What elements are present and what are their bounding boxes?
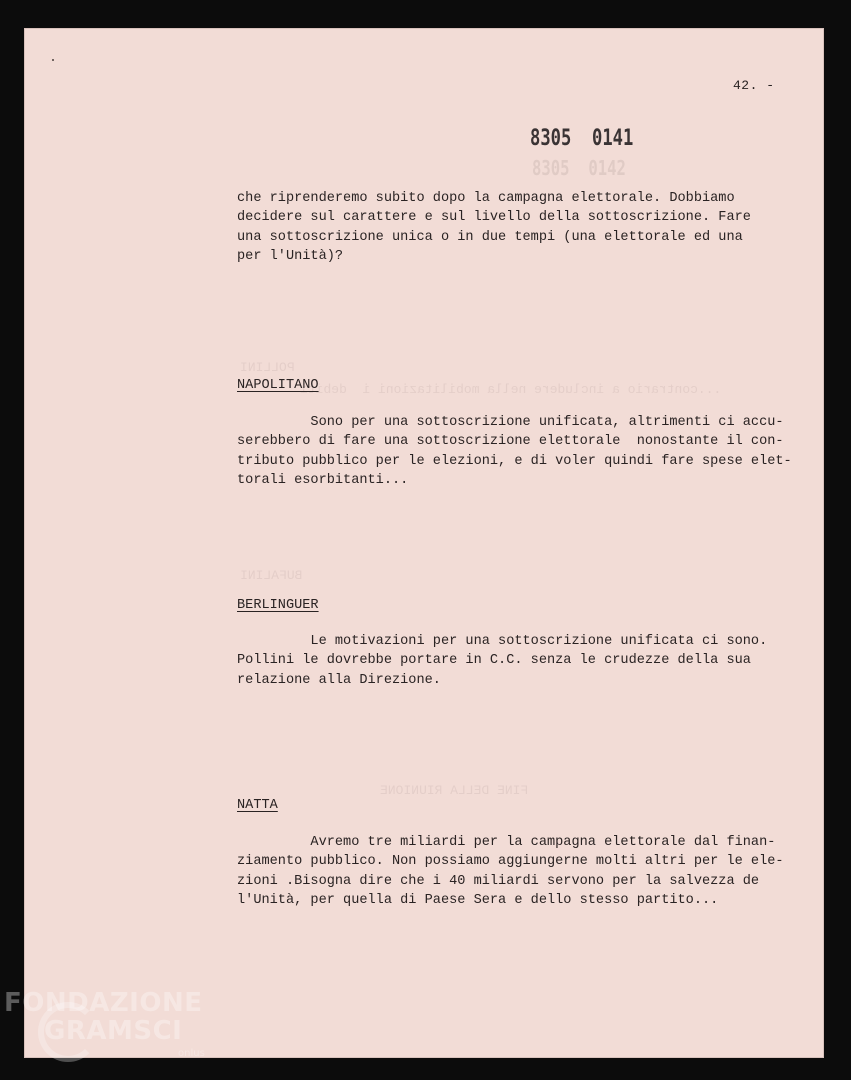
- page-number: 42. -: [733, 78, 775, 93]
- speaker-natta: NATTA: [237, 798, 278, 813]
- berlinguer-paragraph: Le motivazioni per una sottoscrizione unificata ci sono. Pollini le dovrebbe portare in C.C. senza le crudezze della sua relazione alla Direzione.: [237, 634, 768, 688]
- bleedthrough-text: POLLINI: [240, 360, 295, 375]
- bleedthrough-text: FINE DELLA RIUNIONE: [380, 783, 529, 798]
- speaker-berlinguer: BERLINGUER: [237, 598, 319, 613]
- watermark-line2: GRAMSCI: [44, 1016, 183, 1046]
- watermark-tag: onlus: [178, 1048, 205, 1059]
- archive-stamp-bleedthrough: 8305 0142: [532, 156, 626, 180]
- paper-speck: [52, 59, 54, 61]
- natta-paragraph: Avremo tre miliardi per la campagna elettorale dal finan- ziamento pubblico. Non possiamo aggiungerne molti altri per le ele- zioni .Bisogna dire che i 40 miliardi servono per la salvezza de l'Unità, per quella di Paese Sera e dello stesso partito...: [237, 835, 784, 908]
- napolitano-paragraph: Sono per una sottoscrizione unificata, altrimenti ci accu- serebbero di fare una sottoscrizione elettorale nonostante il con- tributo pubblico per le elezioni, e di voler quindi fare spese elet- torali esorbitanti...: [237, 415, 792, 488]
- fondazione-gramsci-watermark: [4, 988, 214, 1073]
- bleedthrough-text: BUFALINI: [240, 568, 303, 583]
- archive-stamp: 8305 0141: [530, 126, 634, 151]
- bleedthrough-text: ...contrario a includere nella mobilitazioni i debiti: [300, 382, 722, 397]
- speaker-napolitano: NAPOLITANO: [237, 378, 319, 393]
- watermark-line1: FONDAZIONE: [4, 988, 203, 1018]
- intro-paragraph: che riprenderemo subito dopo la campagna elettorale. Dobbiamo decidere sul carattere e sul livello della sottoscrizione. Fare una sottoscrizione unica o in due tempi (una elettorale ed una per l'Unità)?: [237, 191, 751, 264]
